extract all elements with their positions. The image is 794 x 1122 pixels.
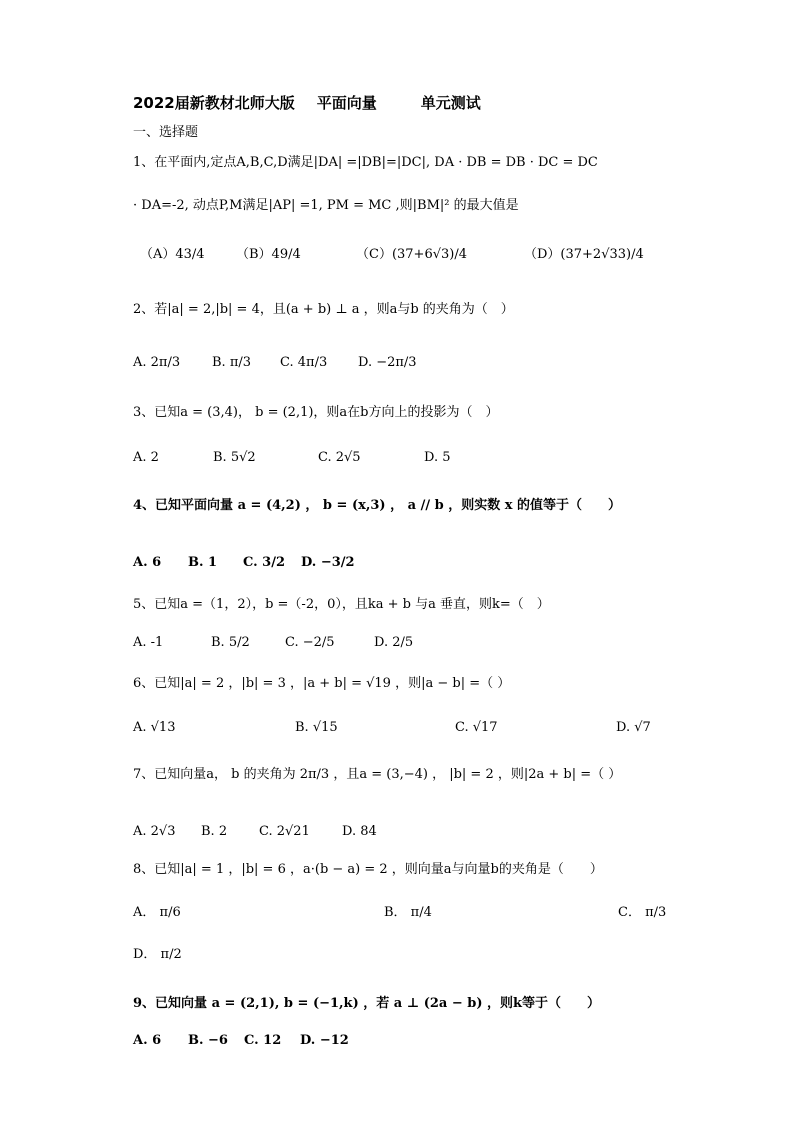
question-5-option-a: A. -1 [133,635,164,650]
question-6-option-d: D. √7 [616,720,651,735]
question-6-option-c: C. √17 [455,720,498,735]
question-8-stem: 8、已知|a| = 1 ，|b| = 6 ，a·(b − a) = 2 ，则向量a与向量b的夹角是（ ） [133,862,603,877]
page-title [133,92,481,113]
question-9-option-c: C. 12 [244,1033,282,1048]
question-5-option-d: D. 2/5 [374,635,414,650]
question-5-option-b: B. 5/2 [211,635,250,650]
question-8-option-d: D． π/2 [133,947,182,962]
question-3-option-a: A. 2 [133,450,159,465]
question-5-option-c: C. −2/5 [285,635,335,650]
question-2-option-a: A. 2π/3 [133,355,181,370]
question-6-stem: 6、已知|a| = 2 ，|b| = 3 ，|a + b| = √19 ，则|a − b| =（ ） [133,676,511,691]
question-7-option-d: D. 84 [342,824,377,839]
question-1-stem-line-2: · DA=-2, 动点P,M满足|AP| =1, PM = MC ,则|BM|² 的最大值是 [133,198,519,213]
question-9-option-b: B. −6 [188,1033,228,1048]
question-1-option-d: （D）(37+2√33)/4 [524,247,644,262]
title-part-2: 平面向量 [316,94,377,112]
question-2-option-d: D. −2π/3 [358,355,417,370]
question-4-option-c: C. 3/2 [243,555,286,570]
section-heading: 一、选择题 [133,125,199,140]
question-9-stem: 9、已知向量 a = (2,1), b = (−1,k) ，若 a ⊥ (2a − b) ，则k等于（ ） [133,996,601,1011]
question-7-option-c: C. 2√21 [259,824,310,839]
question-7-stem: 7、已知向量a， b 的夹角为 2π/3 ，且a = (3,−4) ， |b| = 2 ，则|2a + b| =（ ） [133,767,622,782]
question-3-option-d: D. 5 [424,450,451,465]
question-1-stem-line-1: 1、在平面内,定点A,B,C,D满足|DA| =|DB|=|DC|, DA · DB = DB · DC = DC [133,155,598,170]
question-9-option-d: D. −12 [300,1033,349,1048]
question-6-option-a: A. √13 [133,720,176,735]
question-6-option-b: B. √15 [295,720,338,735]
title-part-3: 单元测试 [420,94,481,112]
question-8-option-c: C． π/3 [618,905,667,920]
question-3-option-c: C. 2√5 [318,450,361,465]
question-4-option-b: B. 1 [188,555,218,570]
question-1-option-c: （C）(37+6√3)/4 [356,247,468,262]
question-1-option-b: （B）49/4 [236,247,301,262]
question-7-option-b: B. 2 [201,824,228,839]
question-2-stem: 2、若|a| = 2,|b| = 4，且(a + b) ⊥ a ，则a与b 的夹角为（ ） [133,302,514,317]
question-4-option-d: D. −3/2 [301,555,355,570]
question-1-option-a: （A）43/4 [140,247,205,262]
question-5-stem: 5、已知a =（1，2），b =（-2，0），且ka + b 与a 垂直，则k=（ ） [133,597,550,612]
question-2-option-b: B. π/3 [212,355,252,370]
question-4-option-a: A. 6 [133,555,162,570]
question-8-option-a: A． π/6 [133,905,181,920]
title-part-1: 2022届新教材北师大版 [133,94,295,112]
question-3-stem: 3、已知a = (3,4)， b = (2,1)，则a在b方向上的投影为（ ） [133,405,499,420]
question-4-stem: 4、已知平面向量 a = (4,2) ， b = (x,3) ， a // b ，则实数 x 的值等于（ ） [133,498,622,513]
question-9-option-a: A. 6 [133,1033,162,1048]
question-3-option-b: B. 5√2 [213,450,256,465]
question-2-option-c: C. 4π/3 [280,355,328,370]
question-7-option-a: A. 2√3 [133,824,176,839]
question-8-option-b: B． π/4 [384,905,432,920]
